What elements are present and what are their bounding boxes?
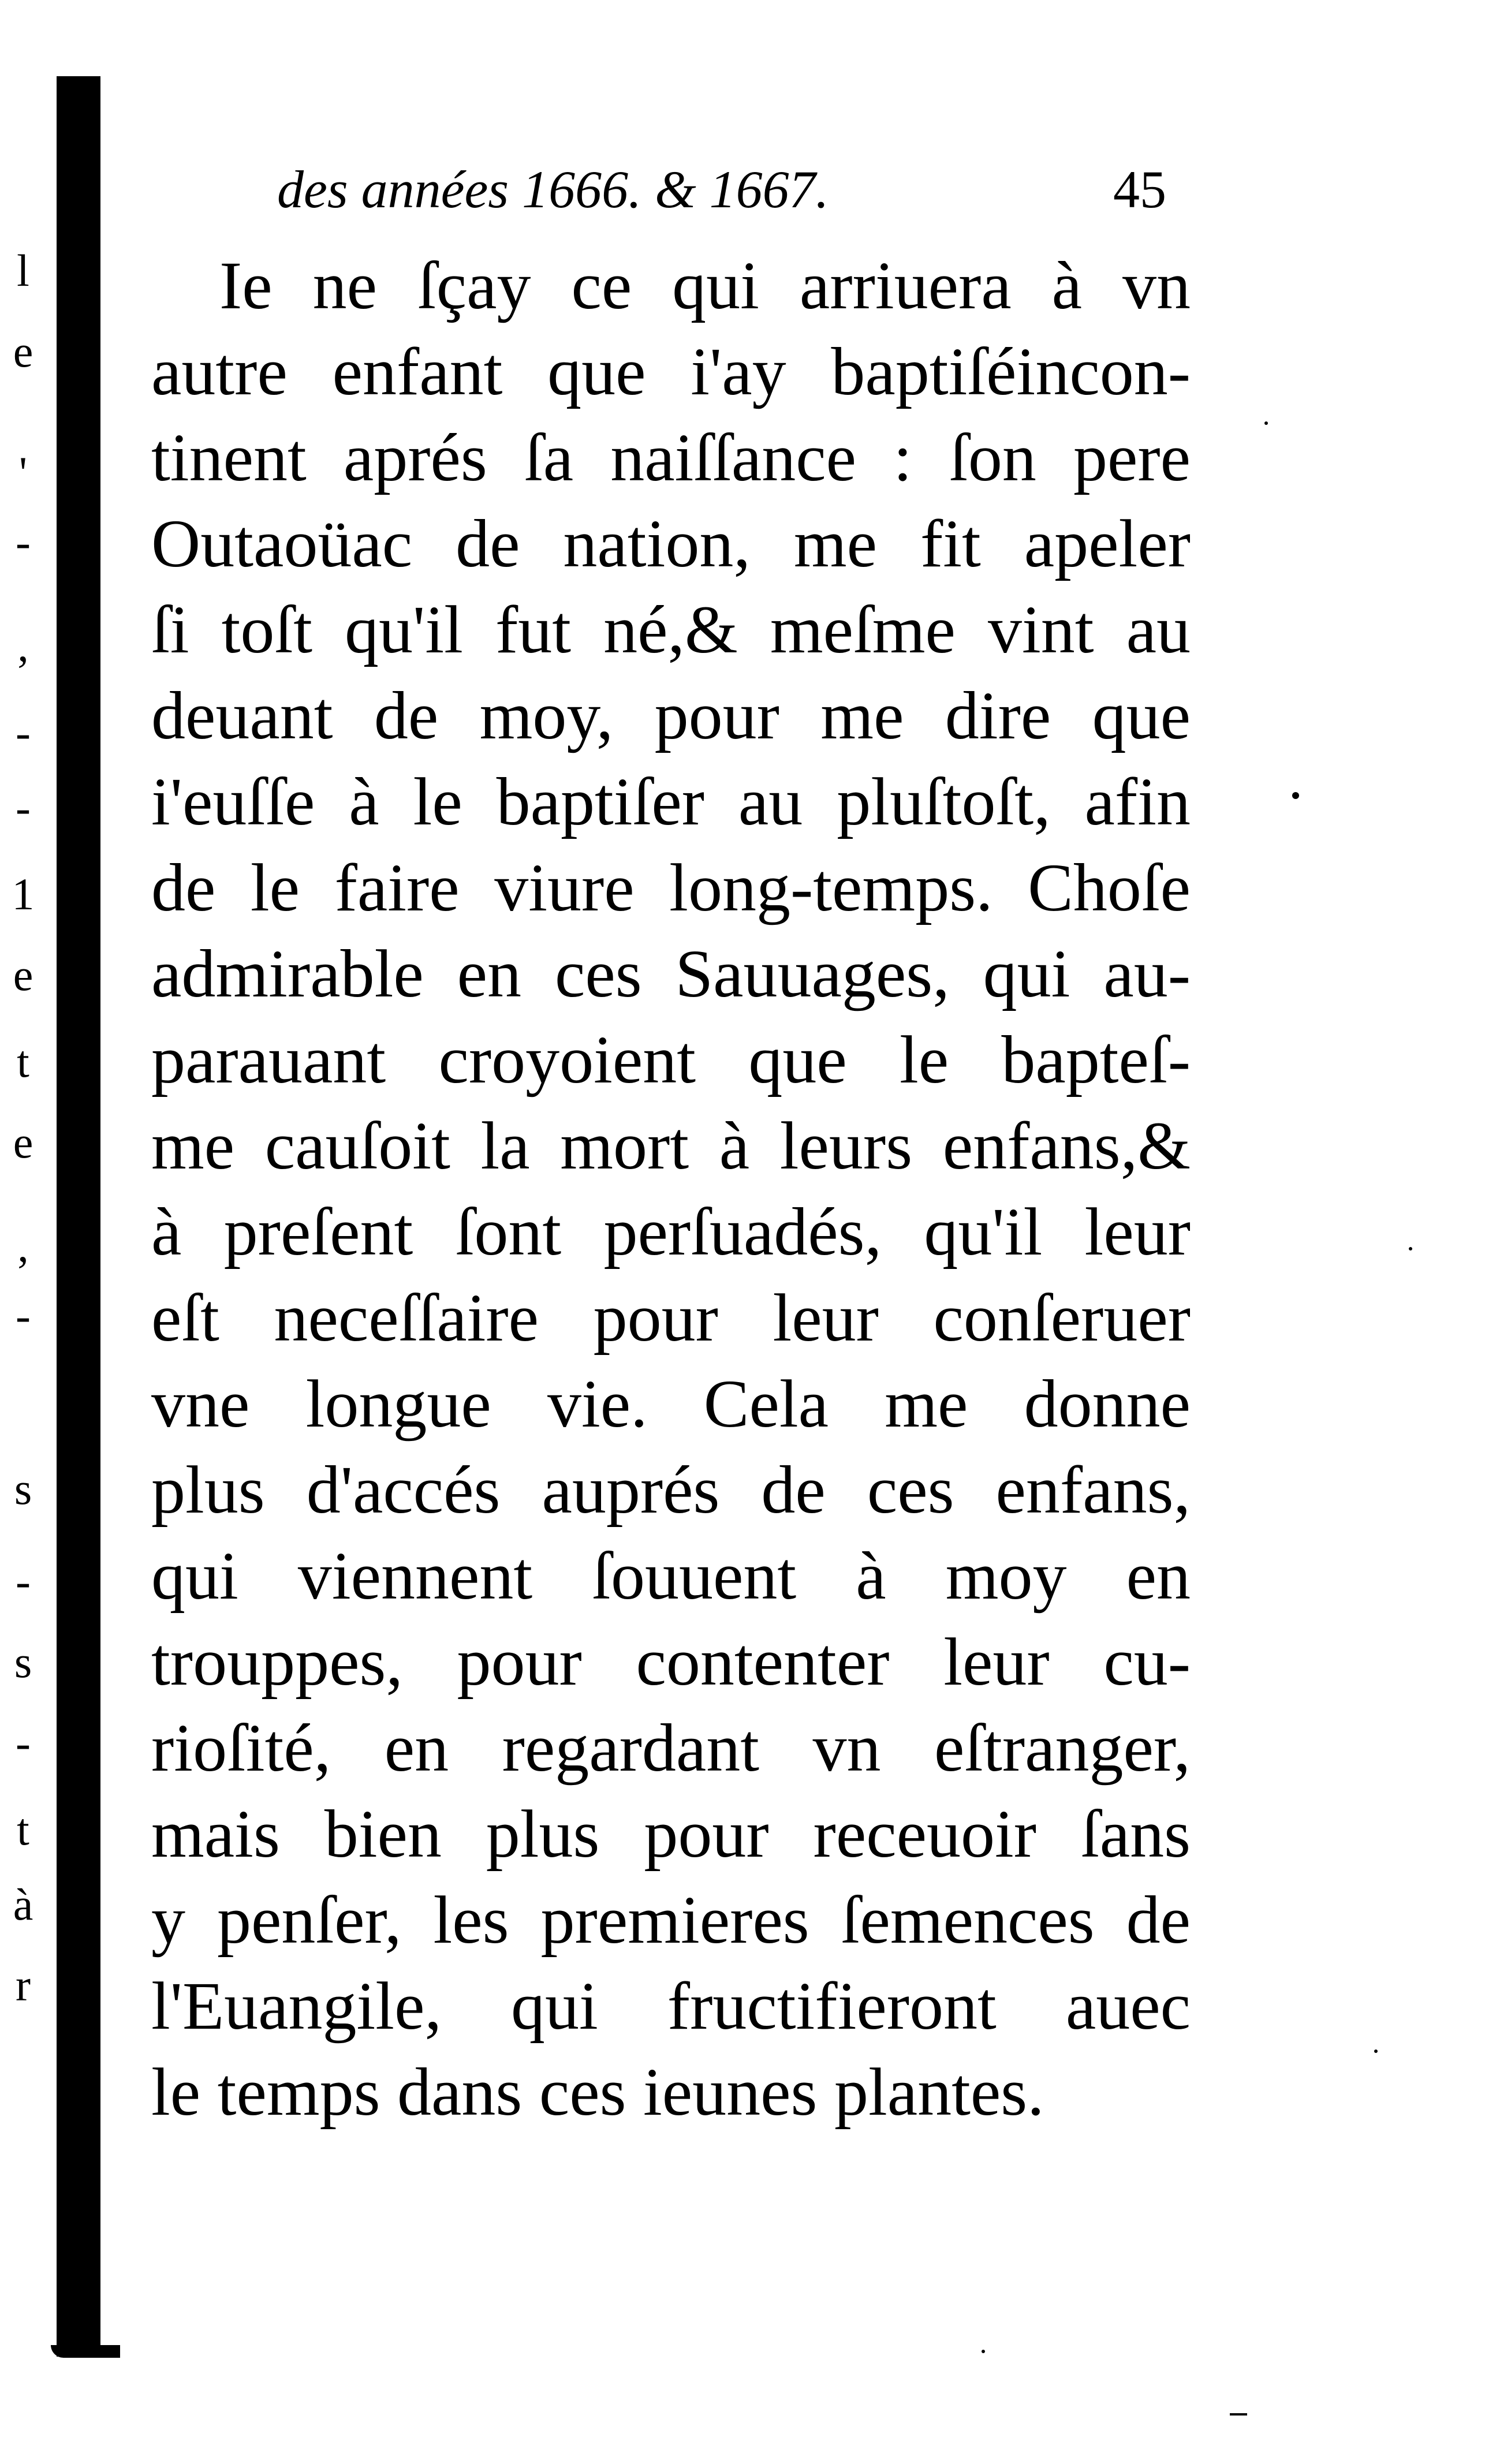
text-line: deuant de moy, pour me dire que [151, 678, 1191, 753]
margin-fragment: t [17, 1804, 29, 1854]
margin-fragment: t [17, 1036, 29, 1087]
text-line: plus d'accés auprés de ces enfans, [151, 1452, 1191, 1528]
running-head-title: des années 1666. & 1667. [277, 160, 829, 219]
margin-fragment: s [14, 1637, 32, 1687]
ink-speck [1409, 1247, 1412, 1250]
margin-fragment: , [17, 621, 29, 671]
margin-fragment: s [14, 1464, 32, 1514]
text-line: Ie ne ſçay ce qui arriuera à vn [219, 248, 1191, 323]
page-number: 45 [1113, 160, 1166, 219]
text-line: admirable en ces Sauuages, qui au- [151, 936, 1191, 1011]
ink-speck [1230, 2413, 1247, 2416]
text-line: l'Euangile, qui fructifieront auec [151, 1968, 1191, 2044]
body-text [151, 242, 1191, 2135]
margin-fragment: - [16, 1556, 31, 1606]
text-line: me cauſoit la mort à leurs enfans,& [151, 1108, 1191, 1184]
text-line: y penſer, les premieres ſemences de [151, 1882, 1191, 1958]
text-line: trouppes, pour contenter leur cu- [151, 1624, 1191, 1700]
text-line: vne longue vie. Cela me donne [151, 1366, 1191, 1442]
text-line: autre enfant que i'ay baptiſéincon- [151, 334, 1191, 409]
margin-fragment: ' [18, 447, 28, 498]
text-line: ſi toſt qu'il fut né,& meſme vint au [151, 592, 1191, 667]
text-line: rioſité, en regardant vn eſtranger, [151, 1710, 1191, 1786]
text-line: i'euſſe à le baptiſer au pluſtoſt, afin [151, 764, 1191, 839]
margin-fragment: l [17, 245, 29, 296]
margin-fragment: e [13, 326, 33, 376]
binding-gutter [57, 76, 100, 2357]
text-line: parauant croyoient que le bapteſ- [151, 1022, 1191, 1097]
text-line: le temps dans ces ieunes plantes. [151, 2054, 1044, 2130]
margin-fragment: à [13, 1879, 33, 1929]
ink-speck [1374, 2049, 1378, 2053]
margin-fragment: r [16, 1960, 31, 2010]
text-line: eſt neceſſaire pour leur conſeruer [151, 1280, 1191, 1356]
ink-speck [1292, 792, 1299, 799]
text-line: à preſent ſont perſuadés, qu'il leur [151, 1194, 1191, 1270]
margin-fragment: , [17, 1221, 29, 1271]
text-line: Outaoüac de nation, me fit apeler [151, 506, 1191, 581]
margin-fragment: e [13, 1117, 33, 1167]
margin-fragment: - [16, 1290, 31, 1341]
text-line: de le faire viure long-temps. Choſe [151, 850, 1191, 925]
binding-gutter-foot [51, 2345, 120, 2358]
margin-fragment: 1 [12, 869, 35, 919]
margin-fragment: - [16, 1718, 31, 1768]
margin-fragment: e [13, 950, 33, 1000]
ink-speck [1264, 421, 1268, 425]
text-line: qui viennent ſouuent à moy en [151, 1538, 1191, 1614]
margin-fragment: - [16, 707, 31, 757]
text-line: tinent aprés ſa naiſſance : ſon pere [151, 420, 1191, 495]
margin-fragment: - [16, 517, 31, 567]
margin-fragment: - [16, 782, 31, 832]
text-line: mais bien plus pour receuoir ſans [151, 1796, 1191, 1872]
ink-speck [982, 2350, 985, 2353]
